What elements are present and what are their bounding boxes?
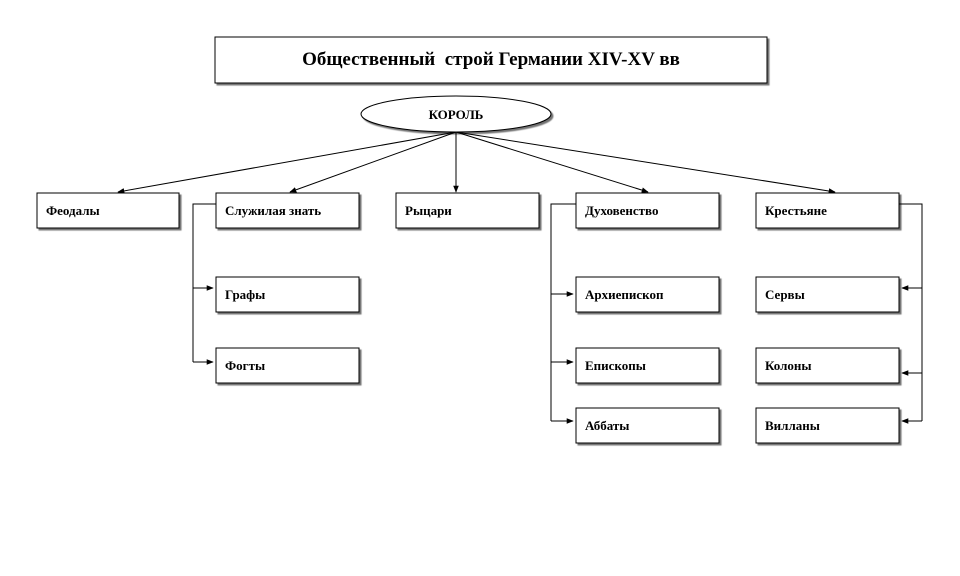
node-episkopy	[576, 348, 719, 383]
node-kolony	[756, 348, 899, 383]
svg-text:Фогты: Фогты	[225, 358, 266, 373]
arrow-to-dukhovenstvo	[456, 132, 648, 192]
arrow-to-sluzhilaya	[290, 132, 456, 192]
svg-text:Служилая знать: Служилая знать	[225, 203, 322, 218]
node-dukhovenstvo	[576, 193, 719, 228]
svg-text:Архиепископ: Архиепископ	[585, 287, 664, 302]
king-connectors	[118, 132, 835, 192]
node-arkhiepiskop	[576, 277, 719, 312]
svg-text:Вилланы: Вилланы	[765, 418, 820, 433]
node-villany	[756, 408, 899, 443]
diagram-title: Общественный строй Германии XIV-XV вв	[302, 49, 680, 70]
krestyane-connectors	[899, 204, 922, 421]
king-label: КОРОЛЬ	[428, 107, 484, 122]
node-serby	[756, 277, 899, 312]
svg-text:Феодалы: Феодалы	[46, 203, 100, 218]
svg-text:Рыцари: Рыцари	[405, 203, 452, 218]
svg-text:Колоны: Колоны	[765, 358, 812, 373]
sluzhilaya-connectors	[193, 204, 216, 362]
arrow-to-feodaly	[118, 132, 456, 192]
dukhovenstvo-connectors	[551, 204, 576, 421]
node-krestyane	[756, 193, 899, 228]
svg-text:Графы: Графы	[225, 287, 266, 302]
svg-text:Крестьяне: Крестьяне	[765, 203, 827, 218]
svg-text:Сервы: Сервы	[765, 287, 805, 302]
svg-text:Аббаты: Аббаты	[585, 418, 630, 433]
node-feodaly	[37, 193, 179, 228]
node-grafy	[216, 277, 359, 312]
svg-text:Духовенство: Духовенство	[585, 203, 659, 218]
title-box	[215, 37, 767, 83]
node-fogty	[216, 348, 359, 383]
svg-text:Епископы: Епископы	[585, 358, 646, 373]
king-node	[361, 96, 551, 132]
node-abbaty	[576, 408, 719, 443]
node-rytsari	[396, 193, 539, 228]
node-sluzhilaya-znat	[216, 193, 359, 228]
arrow-to-krestyane	[456, 132, 835, 192]
